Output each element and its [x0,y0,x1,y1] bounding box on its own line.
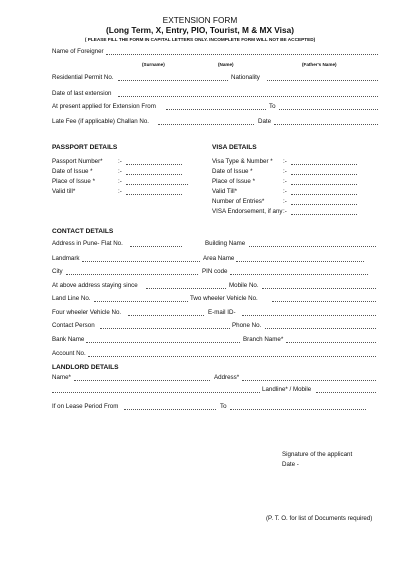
last-extension-label: Date of last extension [52,90,112,97]
landlord-address-label: Address* [214,374,240,381]
visa-type-sep: :- [283,158,287,165]
visa-endorsement-sep: :- [283,208,287,215]
mobile-no-label: Mobile No. [229,282,259,289]
email-field[interactable] [242,309,376,316]
residential-permit-label: Residential Permit No. [52,74,114,81]
landlord-landline-label: Landline* / Mobile [262,386,312,393]
form-instruction: ( PLEASE FILL THE FORM IN CAPITAL LETTERS ONLY. INCOMPLETE FORM WILL NOT BE ACCEPTED) [84,37,316,42]
landlord-details-heading: LANDLORD DETAILS [52,364,119,371]
visa-issue-place-field[interactable] [291,178,357,185]
extension-to-field[interactable] [279,103,378,110]
passport-details-heading: PASSPORT DETAILS [52,144,118,151]
lease-from-field[interactable] [124,403,216,410]
name-of-foreigner-label: Name of Foreigner [52,48,104,55]
phone-no-label: Phone No. [232,322,262,329]
lease-to-label: To [220,403,227,410]
passport-issue-date-label: Date of Issue * [52,168,93,175]
visa-type-field[interactable] [291,158,357,165]
passport-number-sep: :- [118,158,122,165]
visa-endorsement-label: VISA Endorsement, if any [212,208,283,215]
visa-valid-till-field[interactable] [291,188,357,195]
visa-issue-date-sep: :- [283,168,287,175]
building-name-field[interactable] [249,240,376,247]
two-wheeler-field[interactable] [272,295,376,302]
extension-from-label: At present applied for Extension From [52,103,156,110]
passport-issue-date-sep: :- [118,168,122,175]
passport-issue-place-field[interactable] [126,178,188,185]
four-wheeler-field[interactable] [128,309,204,316]
visa-valid-till-sep: :- [283,188,287,195]
extension-to-label: To [269,103,276,110]
visa-valid-till-label: Valid Till* [212,188,237,195]
landlord-name-field[interactable] [74,374,210,381]
branch-name-field[interactable] [286,336,376,343]
residential-permit-field[interactable] [118,74,228,81]
city-label: City [52,268,63,275]
landlord-landline-field[interactable] [316,386,376,393]
landmark-label: Landmark [52,255,80,262]
flat-no-field[interactable] [130,240,182,247]
branch-name-label: Branch Name* [243,336,284,343]
visa-endorsement-field[interactable] [291,208,357,215]
visa-issue-date-field[interactable] [291,168,357,175]
staying-since-label: At above address staying since [52,282,138,289]
passport-valid-till-field[interactable] [126,188,182,195]
challan-no-field[interactable] [158,118,254,125]
landlord-address-continued-field[interactable] [52,386,260,393]
passport-valid-till-sep: :- [118,188,122,195]
late-fee-date-label: Date [258,118,272,125]
late-fee-label: Late Fee (if applicable) Challan No. [52,118,149,125]
four-wheeler-label: Four wheeler Vehicle No. [52,309,122,316]
area-name-label: Area Name [203,255,235,262]
contact-person-label: Contact Person [52,322,95,329]
nationality-field[interactable] [267,74,378,81]
visa-entries-field[interactable] [291,198,357,205]
email-label: E-mail ID- [208,309,236,316]
bank-name-label: Bank Name [52,336,85,343]
staying-since-field[interactable] [146,282,226,289]
nationality-label: Nationality [231,74,260,81]
pin-code-field[interactable] [230,268,368,275]
landlord-name-label: Name* [52,374,71,381]
bank-name-field[interactable] [86,336,240,343]
lease-from-label: If on Lease Period From [52,403,119,410]
late-fee-date-field[interactable] [274,118,378,125]
visa-issue-place-sep: :- [283,178,287,185]
landlord-address-field[interactable] [242,374,376,381]
contact-person-field[interactable] [100,322,230,329]
passport-valid-till-label: Valid till* [52,188,76,195]
land-line-label: Land Line No. [52,295,91,302]
passport-issue-date-field[interactable] [126,168,182,175]
building-name-label: Building Name [205,240,246,247]
name-caption: (Name) [218,62,234,67]
land-line-field[interactable] [94,295,188,302]
contact-details-heading: CONTACT DETAILS [52,228,114,235]
visa-entries-sep: :- [283,198,287,205]
landmark-field[interactable] [82,255,200,262]
area-name-field[interactable] [236,255,364,262]
visa-type-label: Visa Type & Number * [212,158,273,165]
visa-entries-label: Number of Entries* [212,198,265,205]
extension-from-field[interactable] [166,103,266,110]
visa-details-heading: VISA DETAILS [212,144,257,151]
visa-issue-place-label: Place of Issue * [212,178,255,185]
passport-number-field[interactable] [126,158,182,165]
form-subtitle: (Long Term, X, Entry, PIO, Tourist, M & MX Visa) [106,25,294,35]
visa-issue-date-label: Date of Issue * [212,168,253,175]
flat-no-label: Address in Pune- Flat No. [52,240,123,247]
account-no-field[interactable] [88,350,376,357]
last-extension-field[interactable] [118,90,378,97]
surname-caption: (Surname) [142,62,165,67]
two-wheeler-label: Two wheeler Vehicle No. [190,295,258,302]
account-no-label: Account No. [52,350,86,357]
city-field[interactable] [66,268,198,275]
passport-number-label: Passport Number* [52,158,103,165]
pin-code-label: PIN code [202,268,228,275]
pto-note: (P. T. O. for list of Documents required) [266,515,373,522]
passport-issue-place-sep: :- [118,178,122,185]
signature-label: Signature of the applicant [282,451,353,458]
name-of-foreigner-field[interactable] [106,48,378,55]
signature-date-label: Date - [282,461,299,468]
mobile-no-field[interactable] [262,282,376,289]
phone-no-field[interactable] [265,322,376,329]
form-title: EXTENSION FORM [162,15,238,25]
lease-to-field[interactable] [230,403,366,410]
fathers-name-caption: (Father's Name) [302,62,337,67]
passport-issue-place-label: Place of Issue * [52,178,95,185]
